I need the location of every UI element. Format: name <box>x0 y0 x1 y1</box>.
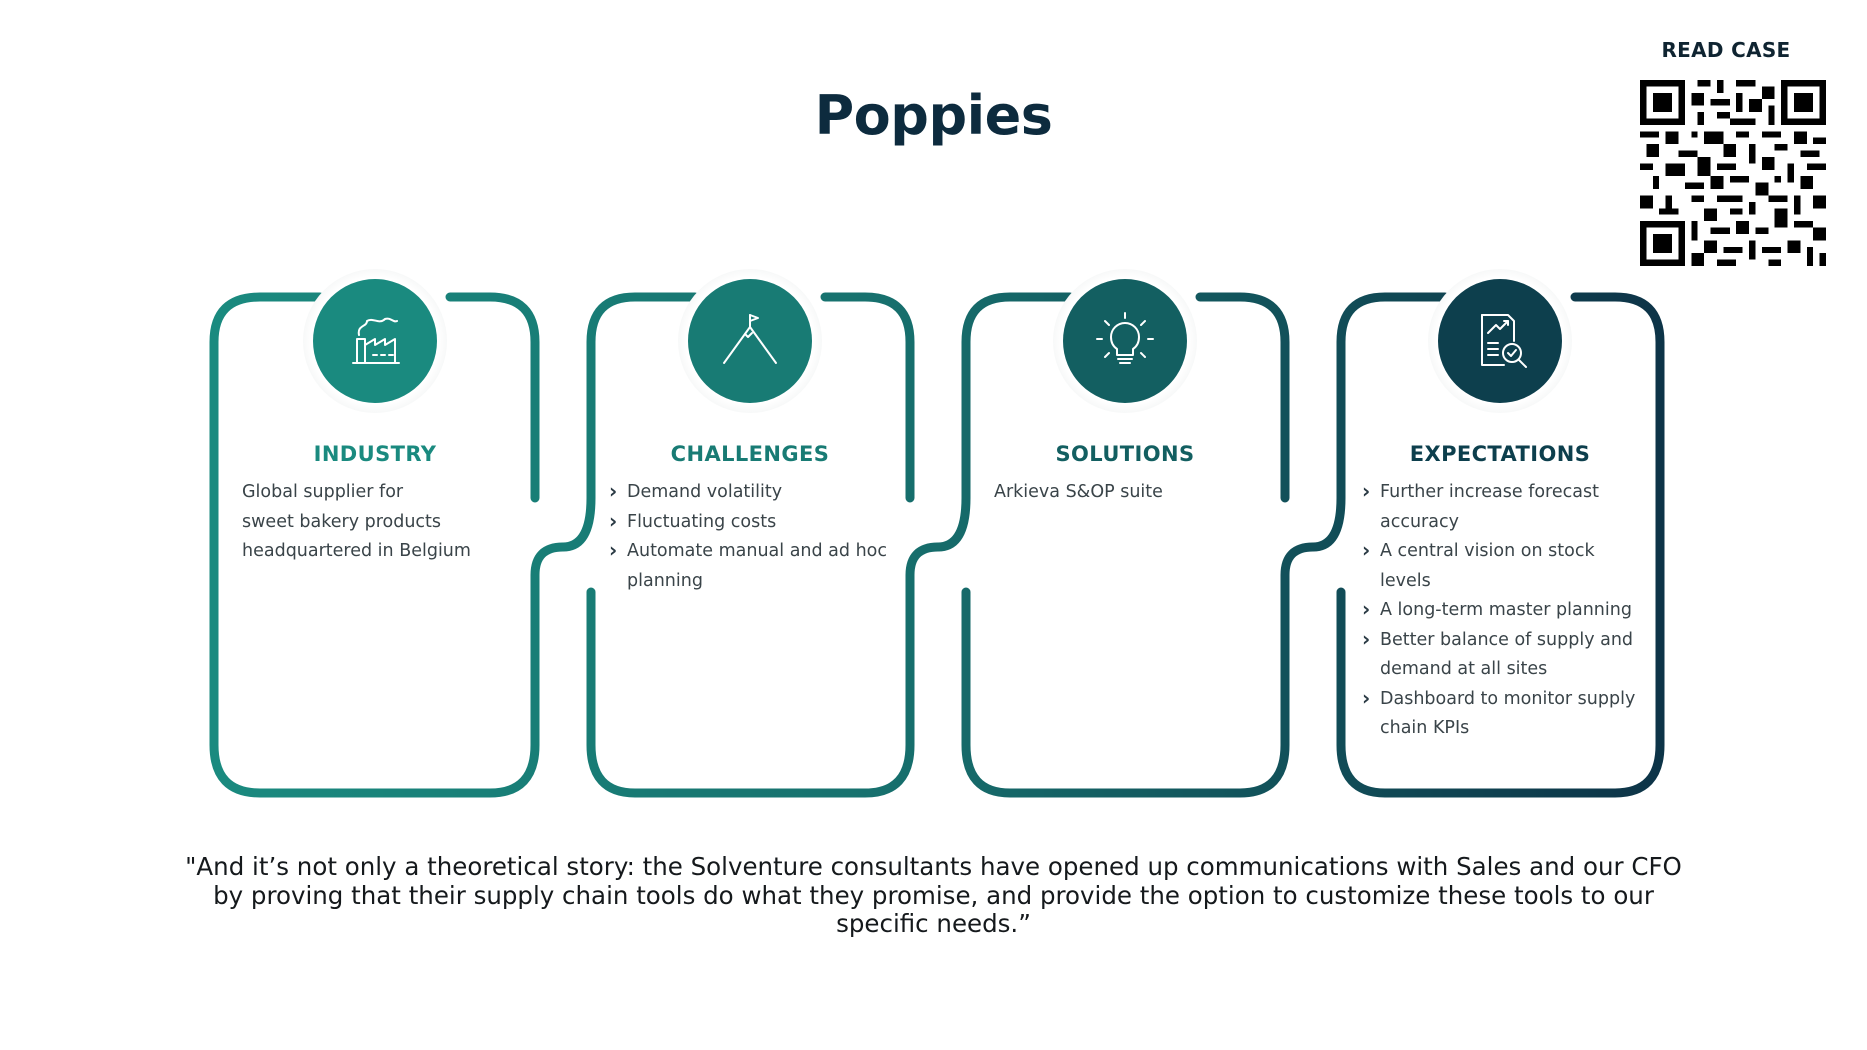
expectations-badge <box>1438 279 1562 403</box>
factory-icon <box>339 305 411 377</box>
challenges-item: › Automate manual and ad hoc planning <box>609 537 899 596</box>
solutions-body <box>994 478 1294 508</box>
report-magnifier-icon <box>1464 305 1536 377</box>
expectations-item: › Further increase forecast accuracy <box>1362 478 1646 537</box>
expectations-item: › A long-term master planning <box>1362 596 1646 626</box>
read-case-label: READ CASE <box>1661 38 1791 62</box>
customer-quote: "And it’s not only a theoretical story: the Solventure consultants have opened up communications with Sales and our CFO by proving that their supply chain tools do what they promise, and provide the option to customize these tools to our specific needs.” <box>185 852 1682 938</box>
expectations-item: › Better balance of supply and demand at all sites <box>1362 626 1646 685</box>
expectations-title: EXPECTATIONS <box>1409 442 1591 466</box>
expectations-body <box>1362 478 1646 744</box>
expectations-item: › A central vision on stock levels <box>1362 537 1646 596</box>
solutions-badge <box>1063 279 1187 403</box>
challenges-item: › Fluctuating costs <box>609 508 899 538</box>
solutions-title: SOLUTIONS <box>1055 442 1195 466</box>
industry-badge <box>313 279 437 403</box>
industry-body <box>242 478 542 567</box>
industry-line: headquartered in Belgium <box>242 541 471 561</box>
industry-line: sweet bakery products <box>242 511 442 532</box>
industry-title: INDUSTRY <box>313 442 437 466</box>
lightbulb-icon <box>1089 305 1161 377</box>
mountain-flag-icon <box>714 305 786 377</box>
expectations-item: › Dashboard to monitor supply chain KPIs <box>1362 685 1646 744</box>
challenges-body <box>609 478 899 596</box>
challenges-badge <box>688 279 812 403</box>
challenges-item: › Demand volatility <box>609 478 899 508</box>
page-title: Poppies <box>814 84 1053 147</box>
industry-line: Global supplier for <box>242 482 404 502</box>
challenges-title: CHALLENGES <box>670 442 830 466</box>
solutions-line: Arkieva S&OP suite <box>994 482 1163 502</box>
